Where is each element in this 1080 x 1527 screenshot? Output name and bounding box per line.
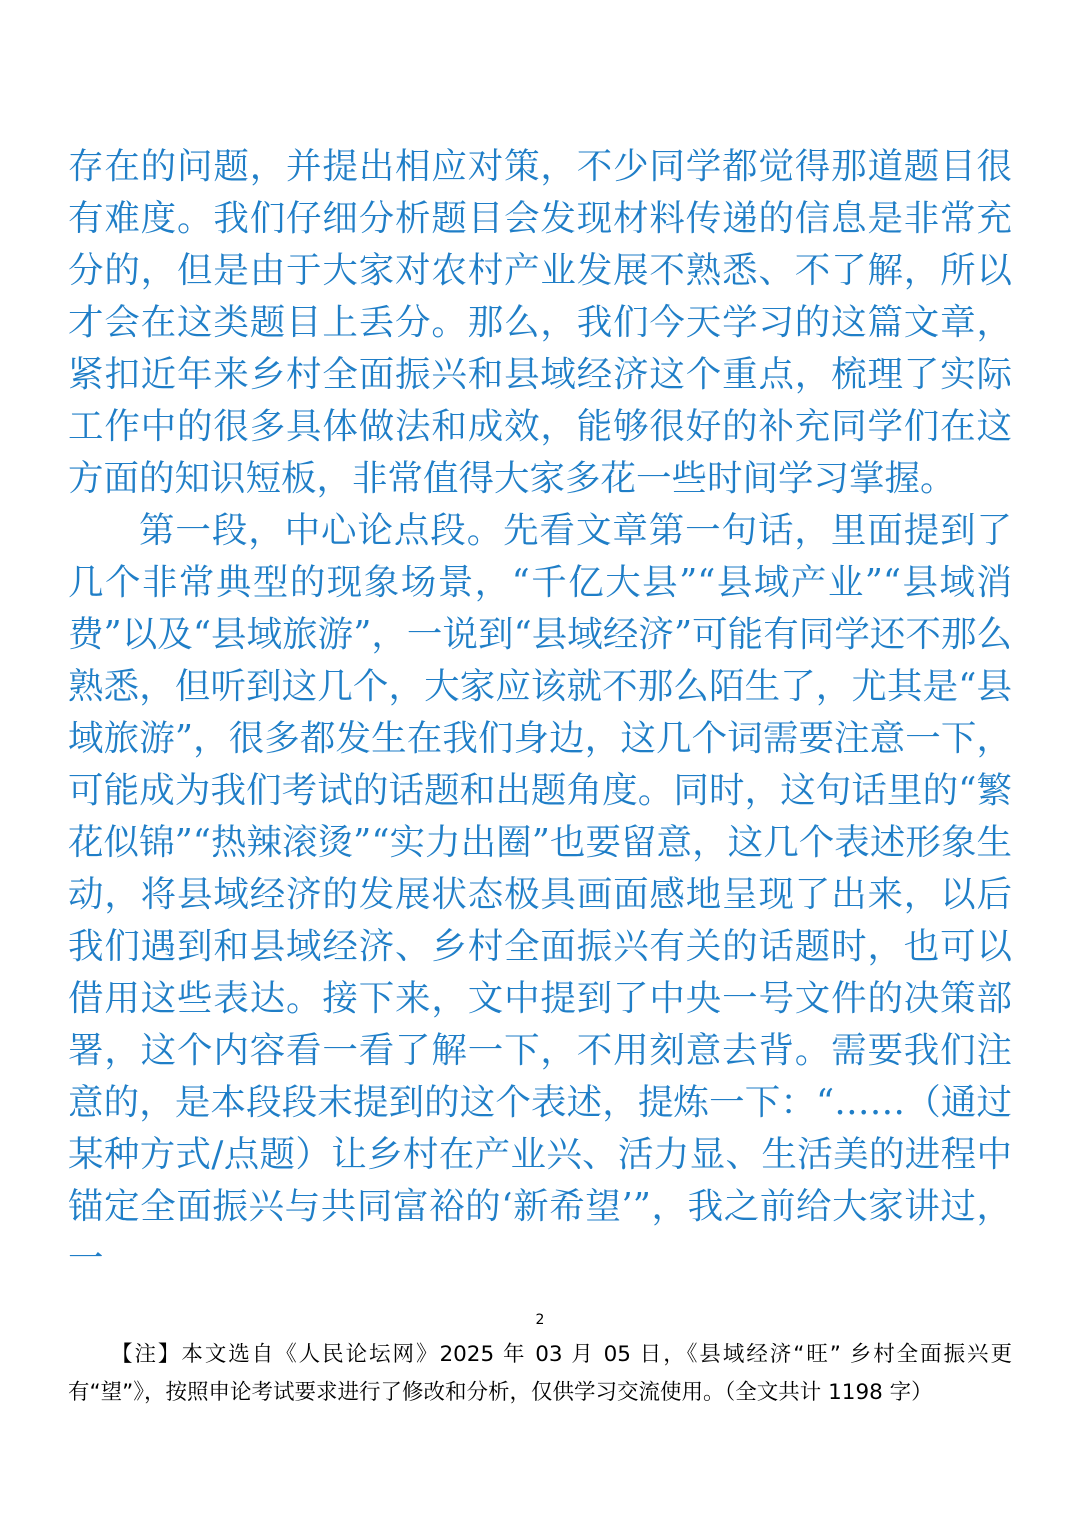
paragraph-first-section: 第一段，中心论点段。先看文章第一句话，里面提到了几个非常典型的现象场景，“千亿大县”“县域产业”“县域消费”以及“县域旅游”，一说到“县域经济”可能有同学还不那么熟悉，但听到这几个，大家应该就不那么陌生了，尤其是“县域旅游”，很多都发生在我们身边，这几个词需要注意一下，可能成为我们考试的话题和出题角度。同时，这句话里的“繁花似锦”“热辣滚烫”“实力出圈”也要留意，这几个表述形象生动，将县域经济的发展状态极具画面感地呈现了出来，以后我们遇到和县域经济、乡村全面振兴有关的话题时，也可以借用这些表达。接下来，文中提到了中央一号文件的决策部署，这个内容看一看了解一下，不用刻意去背。需要我们注意的，是本段段末提到的这个表述，提炼一下：“……（通过某种方式/点题）让乡村在产业兴、活力显、生活美的进程中锚定全面振兴与共同富裕的‘新希望’”，我之前给大家讲过，一 xyxy=(68,510,1012,1279)
paragraph-continuation: 存在的问题，并提出相应对策，不少同学都觉得那道题目很有难度。我们仔细分析题目会发现材料传递的信息是非常充分的，但是由于大家对农村产业发展不熟悉、不了解，所以才会在这类题目上丢分。那么，我们今天学习的这篇文章，紧扣近年来乡村全面振兴和县域经济这个重点，梳理了实际工作中的很多具体做法和成效，能够很好的补充同学们在这方面的知识短板，非常值得大家多花一些时间学习掌握。 xyxy=(68,146,1012,499)
source-footnote: 【注】本文选自《人民论坛网》2025 年 03 月 05 日，《县域经济“旺” 乡村全面振兴更有“望”》，按照申论考试要求进行了修改和分析，仅供学习交流使用。（全文共计 1198 字） xyxy=(68,1342,1012,1405)
page-number: 2 xyxy=(535,1312,545,1328)
article-body xyxy=(68,141,1012,1285)
